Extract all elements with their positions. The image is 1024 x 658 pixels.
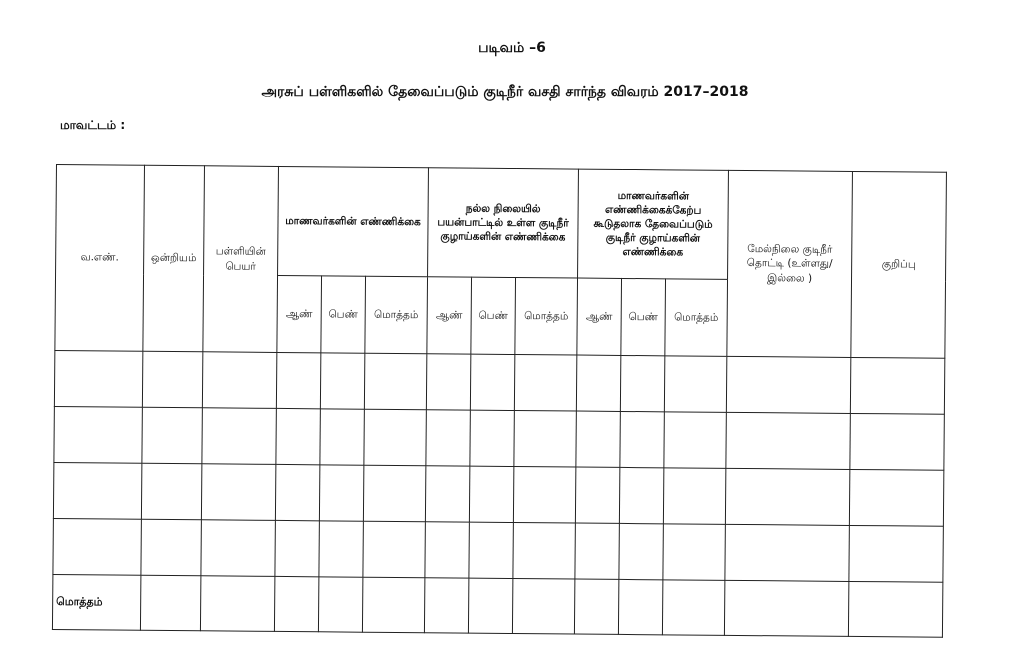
table-cell: [576, 411, 620, 467]
group-taps-in-use-header: நல்ல நிலையில் பயன்பாட்டில் உள்ள குடிநீர் குழாய்களின் எண்ணிக்கை: [428, 168, 579, 278]
table-cell: [202, 352, 276, 409]
taps-needed-female-header: பெண்: [621, 278, 666, 355]
table-row: [54, 350, 945, 414]
table-cell: [320, 409, 364, 465]
table-cell: [141, 463, 201, 520]
table-cell: [426, 410, 470, 466]
table-cell: [575, 467, 619, 523]
table-cell: [141, 519, 201, 576]
table-cell: [54, 350, 142, 407]
table-cell: [274, 576, 318, 631]
table-cell: [469, 522, 513, 578]
table-cell: [663, 468, 726, 525]
table-cell: [618, 579, 662, 634]
taps-in-use-total-header: மொத்தம்: [515, 278, 578, 356]
table-cell: [54, 406, 142, 463]
students-female-header: பெண்: [321, 276, 366, 353]
table-cell: [469, 466, 513, 522]
table-cell: [202, 408, 276, 465]
table-cell: [664, 356, 727, 413]
taps-needed-total-header: மொத்தம்: [665, 279, 728, 357]
students-male-header: ஆண்: [277, 275, 322, 352]
table-cell: [726, 412, 850, 469]
table-cell: [426, 354, 470, 410]
table-row: [53, 518, 944, 582]
table-cell: [363, 465, 426, 522]
table-cell: [319, 521, 363, 577]
table-cell: [849, 525, 943, 582]
form-number: படிவம் –6: [478, 40, 546, 56]
table-cell: [142, 407, 202, 464]
table-cell: [470, 410, 514, 466]
table-cell: [276, 408, 320, 464]
table-cell: [724, 580, 848, 636]
table-cell: [425, 522, 469, 578]
table-cell: [619, 467, 663, 523]
form-title: அரசுப் பள்ளிகளில் தேவைப்படும் குடிநீர் வசதி சார்ந்த விவரம் 2017–2018: [261, 84, 749, 100]
drinking-water-table: [52, 164, 947, 638]
table-cell: [664, 412, 727, 469]
table-cell: [662, 580, 724, 636]
table-cell: [364, 353, 427, 410]
table-cell: [620, 355, 664, 411]
table-cell: [319, 465, 363, 521]
table-cell: [619, 523, 663, 579]
table-row: [53, 462, 944, 526]
col-serial-header: வ.எண்.: [55, 165, 145, 352]
table-cell: [850, 357, 944, 414]
total-row: [52, 574, 943, 637]
table-cell: [53, 518, 141, 575]
table-cell: [663, 524, 726, 581]
table-cell: [276, 352, 320, 408]
table-cell: [275, 520, 319, 576]
table-cell: [201, 464, 275, 521]
table-cell: [200, 576, 274, 632]
col-tank-header: மேல்நிலை குடிநீர் தொட்டி (உள்ளது/ இல்லை ): [727, 170, 853, 357]
table-cell: [725, 524, 849, 581]
table-cell: [575, 523, 619, 579]
group-taps-needed-header: மாணவர்களின் எண்ணிக்கைக்கேற்ப கூடுதலாக தேவைப்படும் குடிநீர் குழாய்களின் எண்ணிக்கை: [578, 169, 729, 279]
taps-needed-male-header: ஆண்: [577, 278, 622, 355]
table-cell: [363, 521, 426, 578]
table-cell: [362, 577, 425, 633]
table-cell: [275, 464, 319, 520]
table-cell: [470, 354, 514, 410]
table-cell: [574, 579, 618, 634]
table-cell: [424, 578, 468, 633]
col-remarks-header: குறிப்பு: [851, 171, 947, 358]
table-cell: [513, 523, 576, 580]
table-cell: [512, 579, 574, 635]
district-label: மாவட்டம் :: [60, 118, 126, 132]
students-total-header: மொத்தம்: [365, 276, 428, 354]
table-cell: [620, 411, 664, 467]
table-cell: [726, 356, 850, 413]
table-cell: [142, 351, 202, 408]
table-cell: [318, 577, 362, 632]
table-cell: [425, 466, 469, 522]
col-school-header: பள்ளியின் பெயர்: [203, 166, 279, 353]
taps-in-use-female-header: பெண்: [471, 277, 516, 354]
table-cell: [140, 575, 200, 631]
table-cell: [513, 467, 576, 524]
table-cell: [514, 411, 577, 468]
table-cell: [514, 355, 577, 412]
table-cell: [53, 462, 141, 519]
table-cell: [725, 468, 849, 525]
table-cell: [849, 469, 943, 526]
taps-in-use-male-header: ஆண்: [427, 277, 472, 354]
table-cell: [850, 413, 944, 470]
table-cell: [320, 353, 364, 409]
table-cell: [848, 581, 942, 637]
table-row: [54, 406, 945, 470]
col-union-header: ஒன்றியம்: [143, 165, 205, 352]
table-cell: [364, 409, 427, 466]
table-cell: [468, 578, 512, 633]
total-row-label: மொத்தம்: [52, 574, 140, 630]
group-students-header: மாணவர்களின் எண்ணிக்கை: [278, 166, 429, 276]
table-cell: [576, 355, 620, 411]
table-cell: [201, 520, 275, 577]
header-row-1: [56, 165, 947, 282]
